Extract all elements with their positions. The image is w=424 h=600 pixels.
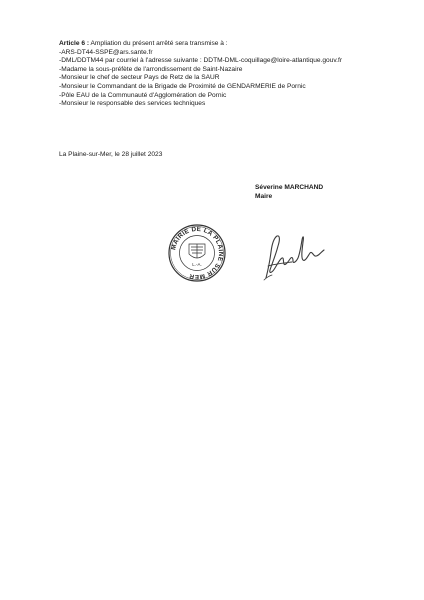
- recipient-item: -Monsieur le Commandant de la Brigade de Proximité de GENDARMERIE de Pornic: [59, 82, 306, 90]
- seal-emblem: [189, 244, 205, 258]
- seal-inner-text: L.-A.: [192, 262, 202, 267]
- recipient-list: [59, 49, 399, 109]
- article-heading: [59, 40, 399, 49]
- signatory-block: [255, 183, 323, 201]
- recipient-item: -Pôle EAU de la Communauté d'Agglomération de Pornic: [59, 91, 227, 99]
- article-6-section: [59, 40, 399, 109]
- recipient-item: -Monsieur le chef de secteur Pays de Retz de la SAUR: [59, 74, 220, 82]
- recipient-item: -Madame la sous-préfète de l'arrondissement de Saint-Nazaire: [59, 65, 243, 73]
- recipient-item: -DML/DDTM44 par courriel à l'adresse suivante : DDTM-DML-coquillage@loire-atlantique.gouv.fr: [59, 57, 343, 65]
- signatory-name: Séverine MARCHAND: [255, 184, 324, 191]
- article-intro: Ampliation du présent arrêté sera transmise à :: [89, 40, 228, 47]
- recipient-item: -ARS-DT44-SSPE@ars.sante.fr: [59, 48, 153, 56]
- handwritten-signature: [258, 226, 328, 284]
- signatory-title: Maire: [255, 193, 273, 200]
- town-hall-seal: [166, 223, 228, 283]
- recipient-item: -Monsieur le responsable des services techniques: [59, 100, 206, 108]
- place-date: La Plaine-sur-Mer, le 28 juillet 2023: [59, 151, 163, 158]
- seal-ring-text: MAIRIE DE LA PLAINE SUR MER: [170, 225, 225, 281]
- article-label: Article 6 :: [59, 40, 90, 47]
